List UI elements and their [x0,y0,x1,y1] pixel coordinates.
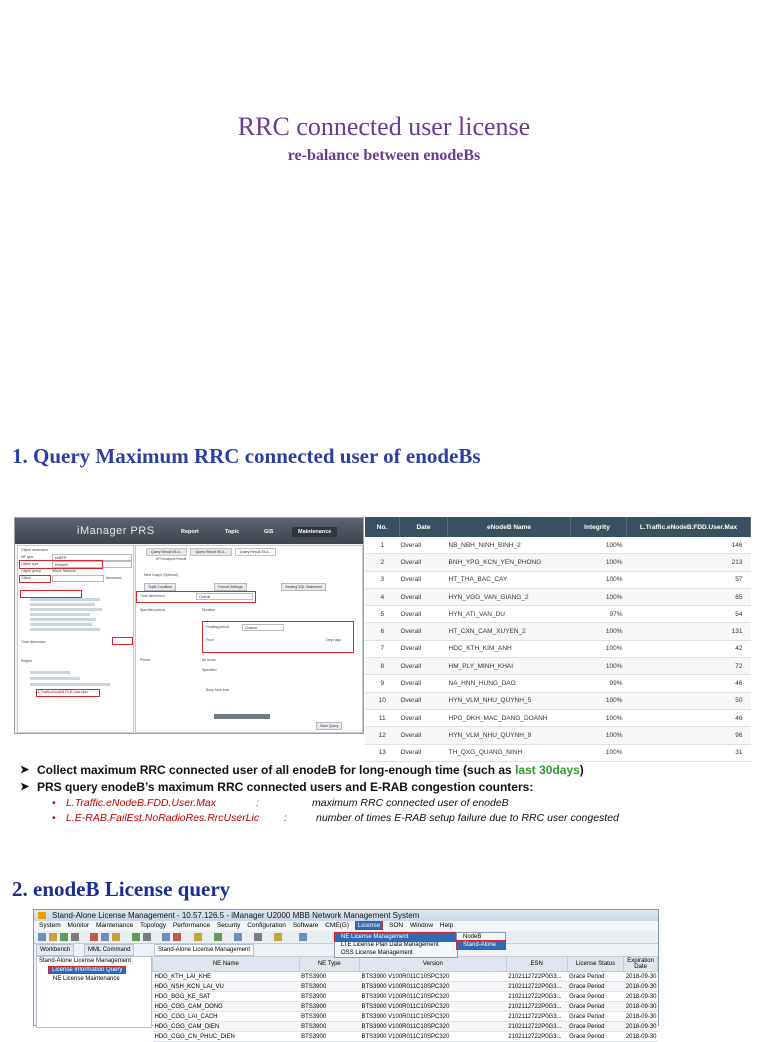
cell-no: 1 [365,537,400,554]
tab-mml-command[interactable]: MML Command [84,944,134,956]
cell-ne-type: BTS3900 [299,1002,359,1012]
tree-license-info-query[interactable]: License Information Query [49,967,125,973]
prs-menu-report[interactable]: Report [181,529,199,535]
prs-result-panel [135,545,363,733]
tool-icon[interactable] [274,933,282,941]
object-label: Object [21,576,32,580]
viewing-sql-button[interactable]: Viewing SQL Statement [281,583,326,591]
cell-esn: 2102112722P0G3... [506,1032,567,1042]
cell-date: Overall [400,571,448,588]
cell-no: 2 [365,554,400,571]
cell-expiration-date: 2018-09-30 [625,1013,657,1020]
slide-title: RRC connected user license [237,112,531,141]
counter-item-user-max [52,797,509,809]
col-version[interactable]: Version [359,957,506,972]
cell-ne-type: BTS3900 [299,992,359,1002]
menu-monitor[interactable]: Monitor [67,922,90,929]
object-type-label: Object type [21,562,39,566]
app-icon [38,912,46,919]
cell-ne-name: HDG_CGG_CN_PHUC_DIEN [153,1032,300,1042]
table-row[interactable] [153,1002,658,1012]
cell-no: 13 [365,744,400,761]
cell-user-max: 146 [627,537,751,554]
specified-period-radio[interactable]: Specified period [140,608,166,612]
cell-esn: 2102112722P0G3... [506,982,567,992]
table-row[interactable] [365,744,751,761]
tool-icon[interactable] [194,933,202,941]
duration-radio[interactable]: Duration [202,608,216,612]
object-type-select[interactable]: eNodeB [52,561,132,568]
prs-menu-maintenance[interactable]: Maintenance [292,527,337,537]
cell-no: 7 [365,640,400,657]
cell-enodeb-name: TH_QXG_QUANG_NINH [448,744,571,761]
lic-menubar [34,921,658,931]
tool-icon[interactable] [132,933,140,941]
tree-node[interactable] [30,618,96,621]
cell-version: BTS3900 V100R011C10SPC320 [359,982,506,992]
kpi-tab[interactable]: KPI Analysis Result [156,557,187,561]
bullet-collect: ➤ Collect maximum RRC connected user of all enodeB for long-enough time (such as last 30days) [20,763,584,777]
menu-security[interactable]: Security [216,922,241,929]
counter-selected[interactable]: L.Traffic.eNodeB.FDD.User.Max [38,690,88,694]
table-row[interactable] [365,727,751,744]
cell-enodeb-name: HYN_ATI_VAN_DU [448,606,571,623]
cell-integrity: 100% [571,744,627,761]
menu-oss-license[interactable]: OSS License Management [341,950,413,956]
period-label: Period [140,658,151,662]
busy-hour-checkbox[interactable]: Busy hour sum [206,688,230,692]
time-dim-label: Time dimension [140,594,165,598]
prs-logo: iManager PRS [77,525,155,537]
cell-date: Overall [400,675,448,692]
counter-desc: number of times E-RAB setup failure due to RRC user congested [316,812,619,824]
menu-license[interactable]: License [357,922,381,929]
cell-enodeb-name: BNH_YPG_KCN_YEN_PHONG [448,554,571,571]
cell-user-max: 131 [627,623,751,640]
cell-version: BTS3900 V100R011C10SPC320 [359,1022,506,1032]
cell-integrity: 100% [571,554,627,571]
table-row[interactable] [365,588,751,605]
col-esn[interactable]: ESN [506,957,567,972]
menu-maintenance[interactable]: Maintenance [95,922,134,929]
cell-integrity: 97% [571,606,627,623]
tool-icon[interactable] [162,933,170,941]
save-query-button[interactable]: Save Query [316,722,342,730]
cell-version: BTS3900 V100R011C10SPC320 [359,1012,506,1022]
cell-license-status: Grace Period [567,1032,624,1042]
cell-no: 12 [365,727,400,744]
object-group-value: Whole Network [52,569,76,573]
menu-system[interactable]: System [39,922,61,929]
cell-enodeb-name: HYN_VLM_NHU_QUYNH_5 [448,692,571,709]
cell-ne-name: HDG_CGG_CAM_DIEN [153,1022,300,1032]
tree-node[interactable] [30,613,90,616]
highlight-30days: last 30days [515,763,580,777]
tool-icon[interactable] [143,933,151,941]
table-row[interactable] [365,675,751,692]
result-tab-active[interactable]: Query Result 05-d... [235,548,276,556]
cell-date: Overall [400,554,448,571]
cell-ne-name: HDG_KTH_LAI_KHE [153,972,300,982]
cell-expiration-date: 2018-09-30 [625,1023,657,1030]
object-dimension-label: Object dimension [21,548,49,552]
cell-ne-name: HDG_NSH_KCN_LAI_VU [153,982,300,992]
cell-date: Overall [400,588,448,605]
cell-no: 3 [365,571,400,588]
region-label: Region [21,659,33,663]
cell-user-max: 72 [627,658,751,675]
prs-header [15,518,363,544]
license-submenu [456,932,506,950]
menu-configuration[interactable]: Configuration [247,922,286,929]
cell-date: Overall [400,640,448,657]
arrow-bullet-icon: ➤ [20,764,30,776]
counter-name: L.Traffic.eNodeB.FDD.User.Max [66,797,216,809]
specified-radio[interactable]: Specified [202,668,217,672]
table-row[interactable] [153,1012,658,1022]
ne-type-select[interactable]: eNBFR [52,554,132,561]
col-ne-name[interactable]: NE Name [153,957,300,972]
cell-user-max: 96 [627,727,751,744]
table-row[interactable] [365,606,751,623]
days-ago-label: Days ago [326,638,341,642]
cell-license-status: Grace Period [567,1012,624,1022]
kpi-result-table [365,517,751,762]
cell-user-max: 54 [627,606,751,623]
object-type-highlight [19,560,103,569]
cell-ne-type: BTS3900 [299,1032,359,1042]
cell-esn: 2102112722P0G3... [506,972,567,982]
table-row[interactable] [365,571,751,588]
table-row[interactable] [365,692,751,709]
cell-license-status: Grace Period [567,982,624,992]
menu-help[interactable]: Help [439,922,454,929]
cell-integrity: 100% [571,692,627,709]
cell-date: Overall [400,709,448,726]
topn-button[interactable]: TopN Condition [144,583,176,591]
object-highlight [19,575,51,583]
cell-ne-name: HDG_CGG_LAI_CACH [153,1012,300,1022]
network-tree-highlight [20,590,82,598]
col-ne-type[interactable]: NE Type [299,957,359,972]
lic-header-row [153,957,658,972]
cell-integrity: 100% [571,727,627,744]
cell-license-status: Grace Period [567,1002,624,1012]
cell-version: BTS3900 V100R011C10SPC320 [359,1032,506,1042]
new-graph-label: New Graph (Optional) [144,573,179,577]
cell-ne-name: HDG_CGG_CAM_DONG [153,1002,300,1012]
cell-ne-type: BTS3900 [299,1012,359,1022]
col-license-status[interactable]: License Status [567,957,624,972]
result-tabs [146,548,278,556]
cell-ne-type: BTS3900 [299,982,359,992]
lic-table [152,956,658,1042]
counter-name: L.E-RAB.FailEst.NoRadioRes.RrcUserLic [66,812,260,824]
tool-icon[interactable] [112,933,120,941]
from-label: From [206,638,215,642]
tool-icon[interactable] [101,933,109,941]
cell-enodeb-name: HPG_DKH_MAC_DANG_DOANH [448,709,571,726]
tool-icon[interactable] [214,933,222,941]
cell-integrity: 100% [571,640,627,657]
tree-node[interactable] [30,603,95,606]
col-user-max[interactable]: L.Traffic.eNodeB.FDD.User.Max [627,517,751,537]
counter-colon: : [256,797,259,809]
all-hours-radio[interactable]: All hours [202,658,216,662]
cell-ne-type: BTS3900 [299,1022,359,1032]
table-row[interactable] [153,982,658,992]
result-tab[interactable]: Query Result 05-d... [190,548,231,556]
section-heading-license: 2. enodeB License query [12,877,231,901]
cell-integrity: 100% [571,658,627,675]
bullet-dot-icon: • [52,797,56,809]
tree-node[interactable] [30,628,100,631]
bullet-prs-query: ➤ PRS query enodeB’s maximum RRC connected users and E-RAB congestion counters: [20,780,534,794]
bullet-dot-icon: • [52,812,56,824]
table-row[interactable] [153,1022,658,1032]
menu-lte-license-plan[interactable]: LTE License Plan Data Management [341,942,439,948]
tool-icon[interactable] [254,933,262,941]
cell-date: Overall [400,658,448,675]
menu-ne-license-management[interactable]: NE License Management [335,933,457,941]
cell-date: Overall [400,606,448,623]
cell-no: 9 [365,675,400,692]
table-row[interactable] [365,640,751,657]
floating-radio[interactable]: Floating period [206,625,230,629]
cell-no: 8 [365,658,400,675]
cell-no: 4 [365,588,400,605]
tree-node[interactable] [30,608,102,611]
cell-version: BTS3900 V100R011C10SPC320 [359,992,506,1002]
tree-node[interactable] [30,623,92,626]
arrow-bullet-icon: ➤ [20,781,30,793]
cell-user-max: 46 [627,709,751,726]
cell-esn: 2102112722P0G3... [506,1022,567,1032]
tool-icon[interactable] [173,933,181,941]
counter-colon: : [284,812,287,824]
col-expiration-date[interactable]: Expiration Date [624,957,658,972]
col-no[interactable]: No. [365,517,400,537]
counter-tree-node[interactable] [30,671,70,674]
cell-user-max: 57 [627,571,751,588]
cell-expiration-date: 2018-09-30 [625,993,657,1000]
counter-tree-node[interactable] [30,683,110,686]
col-date[interactable]: Date [400,517,448,537]
cell-user-max: 213 [627,554,751,571]
tab-license-mgmt[interactable]: Stand-Alone License Management [154,944,254,956]
cell-no: 6 [365,623,400,640]
progress-bar [214,714,270,719]
kpi-table-body [365,537,751,761]
menu-performance[interactable]: Performance [172,922,211,929]
table-row[interactable] [365,658,751,675]
kpi-header-row [365,517,751,537]
tool-icon[interactable] [299,933,307,941]
cell-enodeb-name: HT_THA_BAC_CAY [448,571,571,588]
cell-expiration-date: 2018-09-30 [625,983,657,990]
tool-icon[interactable] [60,933,68,941]
prs-menu-topic[interactable]: Topic [225,529,240,535]
cell-user-max: 46 [627,675,751,692]
advanced-highlight [112,637,133,645]
cell-integrity: 100% [571,623,627,640]
prs-menu-gis[interactable]: GIS [264,529,274,535]
table-row[interactable] [365,554,751,571]
tool-icon[interactable] [49,933,57,941]
cell-enodeb-name: HYN_VLM_NHU_QUYNH_9 [448,727,571,744]
menu-cme[interactable]: CME(G) [325,922,349,929]
cell-integrity: 100% [571,537,627,554]
cell-user-max: 31 [627,744,751,761]
cell-esn: 2102112722P0G3... [506,1002,567,1012]
tree-root[interactable]: Stand-Alone License Management [39,958,132,964]
cell-ne-name: HDG_BGG_KE_SAT [153,992,300,1002]
tab-workbench[interactable]: Workbench [36,944,74,956]
table-row[interactable] [153,1032,658,1042]
menu-son[interactable]: SON [389,922,404,929]
col-enodeb-name[interactable]: eNodeB Name [448,517,571,537]
format-settings-button[interactable]: Format Settings [214,583,247,591]
cell-enodeb-name: HM_PLY_MINH_KHAI [448,658,571,675]
cell-user-max: 42 [627,640,751,657]
cell-expiration-date: 2018-09-30 [625,973,657,980]
object-search-input[interactable] [52,575,104,582]
cell-ne-type: BTS3900 [299,972,359,982]
time-dimension-label: Time dimension [21,640,46,644]
cell-date: Overall [400,744,448,761]
cell-no: 11 [365,709,400,726]
counter-tree-node[interactable] [30,677,80,680]
tool-icon[interactable] [38,933,46,941]
lic-window-title: Stand-Alone License Management - 10.57.126.5 - iManager U2000 MBB Network Management System [34,910,658,921]
menu-nodeb[interactable]: NodeB [463,934,482,940]
license-mgmt-screenshot [33,909,659,1040]
cell-esn: 2102112722P0G3... [506,1012,567,1022]
cell-no: 5 [365,606,400,623]
cell-integrity: 100% [571,571,627,588]
tree-node[interactable] [30,598,100,601]
counter-desc: maximum RRC connected user of enodeB [312,797,509,809]
tool-icon[interactable] [71,933,79,941]
table-row[interactable] [365,623,751,640]
cell-enodeb-name: NA_HNN_HUNG_DAO [448,675,571,692]
prs-query-panel [17,545,134,733]
cell-date: Overall [400,623,448,640]
table-row[interactable] [153,972,658,982]
menu-window[interactable]: Window [409,922,434,929]
result-tab[interactable]: Query Result 05-d... [146,548,187,556]
cell-date: Overall [400,537,448,554]
cell-expiration-date: 2018-09-30 [625,1003,657,1010]
cell-no: 10 [365,692,400,709]
tool-icon[interactable] [90,933,98,941]
cell-date: Overall [400,727,448,744]
cell-version: BTS3900 V100R011C10SPC320 [359,972,506,982]
cell-license-status: Grace Period [567,992,624,1002]
cell-integrity: 100% [571,709,627,726]
cell-user-max: 65 [627,588,751,605]
cell-enodeb-name: NB_NBH_NINH_BINH_2 [448,537,571,554]
advanced-button[interactable]: Advanced [106,576,122,580]
cell-enodeb-name: HT_CXN_CAM_XUYEN_2 [448,623,571,640]
counter-item-erab [52,812,619,824]
col-integrity[interactable]: Integrity [571,517,627,537]
menu-topology[interactable]: Topology [140,922,167,929]
cell-user-max: 50 [627,692,751,709]
cell-enodeb-name: HDC_KTH_KIM_ANH [448,640,571,657]
lic-navigation-tree [36,956,152,1028]
cell-license-status: Grace Period [567,972,624,982]
cell-esn: 2102112722P0G3... [506,992,567,1002]
license-dropdown-menu [334,932,458,958]
cell-enodeb-name: HYN_VGG_VAN_GIANG_2 [448,588,571,605]
cell-integrity: 99% [571,675,627,692]
cell-expiration-date: 2018-09-30 [625,1033,657,1040]
prs-screenshot [14,517,364,734]
custom-select[interactable]: Custom [242,624,284,631]
cell-integrity: 100% [571,588,627,605]
tool-icon[interactable] [234,933,242,941]
cell-license-status: Grace Period [567,1022,624,1032]
lic-table-body [153,972,658,1042]
slide-subtitle: re-balance between enodeBs [287,147,481,164]
table-row[interactable] [153,992,658,1002]
section-heading-query: 1. Query Maximum RRC connected user of enodeBs [12,444,481,468]
cell-version: BTS3900 V100R011C10SPC320 [359,1002,506,1012]
menu-stand-alone[interactable]: Stand-Alone [457,941,505,949]
menu-software[interactable]: Software [292,922,319,929]
tree-ne-license-maintenance[interactable]: NE License Maintenance [53,976,120,982]
ne-type-label: NE type [21,555,34,559]
object-group-label: Object group [21,569,42,573]
cell-date: Overall [400,692,448,709]
table-row[interactable] [365,709,751,726]
table-row[interactable] [365,537,751,554]
time-dim-select[interactable]: Overall [196,593,253,600]
